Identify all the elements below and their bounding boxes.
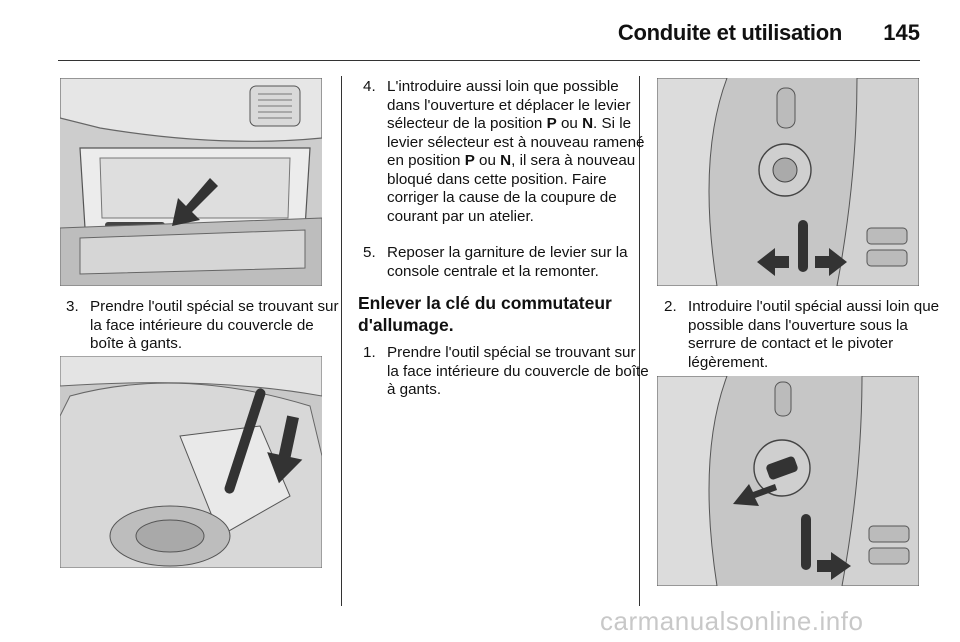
step-5 <box>363 244 649 281</box>
watermark: carmanualsonline.info <box>600 606 864 636</box>
step-1 <box>363 344 649 400</box>
page-header-title: Conduite et utilisation <box>617 20 842 45</box>
page-number: 145 <box>883 20 920 45</box>
step-4-text-e: , il sera à nouveau bloqué dans cette position. Faire corriger la cause de la coupure de courant par un atelier. <box>387 152 636 225</box>
step-4-text-b: ou <box>556 115 583 132</box>
header-divider <box>58 60 920 61</box>
step-4-position-p: P <box>546 115 557 132</box>
step-5-text: Reposer la garniture de levier sur la console centrale et la remonter. <box>387 244 628 280</box>
step-4-number: 4. <box>363 78 376 95</box>
step-3 <box>66 298 350 354</box>
step-4-position-n: N <box>582 115 594 132</box>
ignition-lever-illustration <box>657 78 919 286</box>
step-4-position-p-again: P <box>464 152 475 169</box>
step-4 <box>363 78 649 226</box>
step-2-text: Introduire l'outil spécial aussi loin que possible dans l'ouverture sous la serrure de contact et le pivoter légèrement. <box>688 298 940 371</box>
ignition-tool-illustration <box>657 376 919 586</box>
section-heading: Enlever la clé du commutateur d'allumage. <box>358 293 612 335</box>
tool-insertion-illustration <box>60 356 322 568</box>
step-1-number: 1. <box>363 344 376 361</box>
step-2 <box>664 298 950 372</box>
step-3-number: 3. <box>66 298 79 315</box>
step-2-number: 2. <box>664 298 677 315</box>
glovebox-illustration <box>60 78 322 286</box>
step-4-position-n-again: N <box>500 152 512 169</box>
step-1-text: Prendre l'outil spécial se trouvant sur la face intérieure du couvercle de boîte à gants. <box>387 344 649 398</box>
step-4-text-a: L'introduire aussi loin que possible dans l'ouverture et déplacer le levier sélecteur de la position <box>387 78 631 132</box>
step-4-text-c: . Si le levier sélecteur est à nouveau ramené en position <box>387 115 645 169</box>
step-4-text-d: ou <box>474 152 501 169</box>
step-3-text: Prendre l'outil spécial se trouvant sur la face intérieure du couvercle de boîte à gants. <box>90 298 339 352</box>
step-5-number: 5. <box>363 244 376 261</box>
